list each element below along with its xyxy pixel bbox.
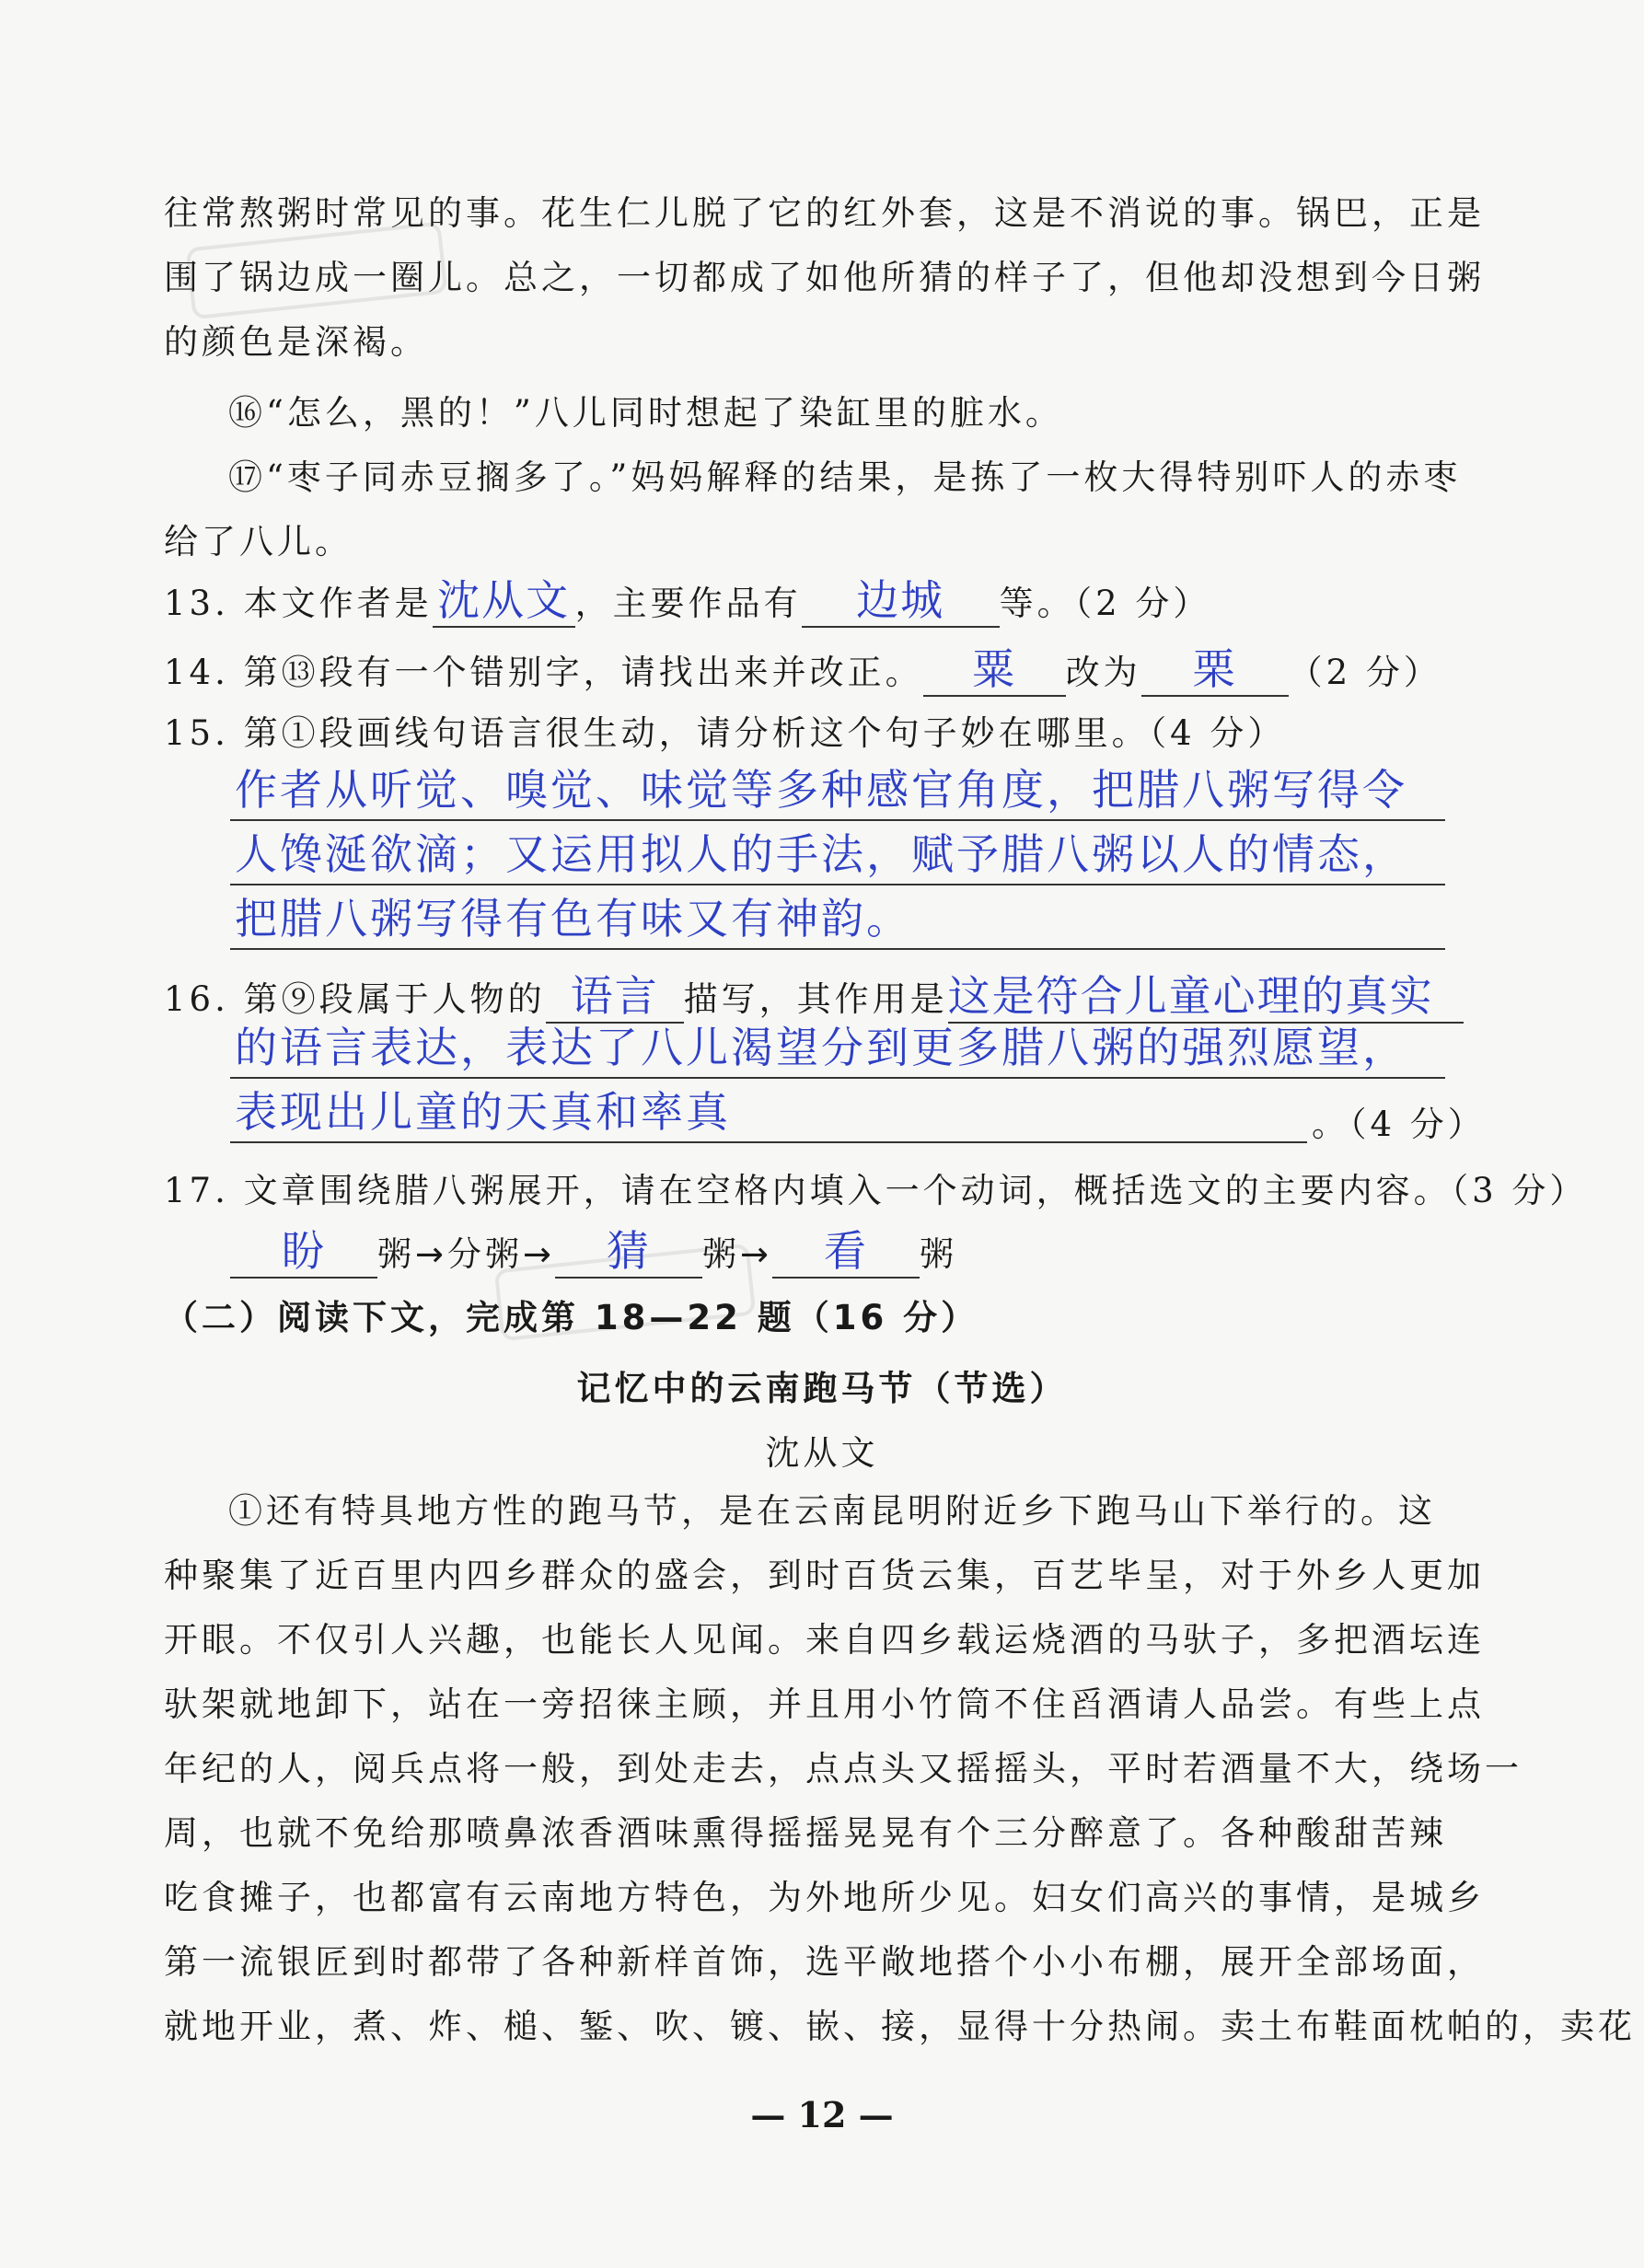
flow-text: 分粥 — [447, 1234, 524, 1274]
question-text: 文章围绕腊八粥展开，请在空格内填入一个动词，概括选文的主要内容。（3 分） — [243, 1171, 1588, 1210]
handwritten-answer: 猜 — [607, 1226, 652, 1276]
question-text: 第①段画线句语言很生动，请分析这个句子妙在哪里。（4 分） — [243, 713, 1286, 753]
question-text: 第⑨段属于人物的 — [243, 979, 546, 1019]
question-number: 16. — [164, 979, 229, 1019]
question-17-flow — [230, 1226, 958, 1279]
flow-text: 粥 — [702, 1234, 741, 1274]
answer-blank[interactable] — [230, 1226, 377, 1279]
article-author: 沈从文 — [765, 1433, 879, 1473]
answer-blank[interactable] — [555, 1226, 702, 1279]
answer-underline[interactable] — [230, 884, 1445, 885]
arrow-icon: → — [415, 1234, 448, 1274]
question-14 — [164, 644, 1441, 697]
article-line: 开眼。不仅引人兴趣，也能长人见闻。来自四乡载运烧酒的马驮子，多把酒坛连 — [164, 1620, 1485, 1660]
flow-text: 粥 — [377, 1234, 415, 1274]
article-line: ①还有特具地方性的跑马节，是在云南昆明附近乡下跑马山下举行的。这 — [228, 1491, 1436, 1531]
answer-blank[interactable] — [923, 644, 1066, 697]
article-line: 就地开业，煮、炸、槌、錾、吹、镀、嵌、接，显得十分热闹。卖土布鞋面枕帕的，卖花 — [164, 2007, 1636, 2046]
question-text: 改为 — [1065, 653, 1141, 692]
flow-text: 粥 — [920, 1234, 958, 1274]
article-line: 年纪的人，阅兵点将一般，到处走去，点点头又摇摇头，平时若酒量不大，绕场一 — [164, 1749, 1522, 1788]
handwritten-answer: 栗 — [1192, 644, 1237, 694]
article-line: 驮架就地卸下，站在一旁招徕主顾，并且用小竹筒不住舀酒请人品尝。有些上点 — [164, 1684, 1485, 1724]
article-line: 第一流银匠到时都带了各种新样首饰，选平敞地搭个小小布棚，展开全部场面， — [164, 1942, 1485, 1982]
article-line: 吃食摊子，也都富有云南地方特色，为外地所少见。妇女们高兴的事情，是城乡 — [164, 1878, 1485, 1917]
answer-underline[interactable] — [230, 1141, 1307, 1143]
handwritten-answer: 边城 — [856, 575, 945, 625]
question-15 — [164, 712, 1285, 756]
handwritten-answer: 盼 — [282, 1226, 326, 1276]
paragraph-16: ⑯“怎么，黑的！”八儿同时想起了染缸里的脏水。 — [228, 393, 1063, 433]
answer-blank[interactable] — [433, 575, 575, 628]
question-text: 描写，其作用是 — [683, 979, 948, 1019]
handwritten-answer-line: 表现出儿童的天真和率真 — [235, 1087, 731, 1137]
handwritten-answer: 沈从文 — [437, 575, 571, 625]
question-number: 13. — [164, 584, 229, 623]
question-16 — [164, 971, 1464, 1024]
answer-underline[interactable] — [230, 1077, 1445, 1079]
question-number: 17. — [164, 1171, 229, 1210]
page-number: — 12 — — [750, 2094, 894, 2135]
answer-blank[interactable] — [546, 971, 684, 1024]
question-text: 本文作者是 — [243, 584, 433, 623]
arrow-icon: → — [740, 1234, 773, 1274]
handwritten-answer-line: 作者从听觉、嗅觉、味觉等多种感官角度，把腊八粥写得令 — [235, 765, 1407, 815]
article-line: 种聚集了近百里内四乡群众的盛会，到时百货云集，百艺毕呈，对于外乡人更加 — [164, 1556, 1485, 1595]
handwritten-answer: 语言 — [570, 971, 659, 1021]
article-line: 周，也就不免给那喷鼻浓香酒味熏得摇摇晃晃有个三分醉意了。各种酸甜苦辣 — [164, 1813, 1447, 1853]
handwritten-answer: 粟 — [972, 644, 1017, 694]
question-17 — [164, 1169, 1587, 1213]
handwritten-answer: 这是符合儿童心理的真实 — [947, 971, 1434, 1021]
paragraph-line: 围了锅边成一圈儿。总之，一切都成了如他所猜的样子了，但他却没想到今日粥 — [164, 258, 1485, 297]
article-title: 记忆中的云南跑马节（节选） — [576, 1369, 1068, 1408]
answer-underline[interactable] — [230, 948, 1445, 950]
question-number: 15. — [164, 713, 229, 753]
handwritten-answer: 看 — [824, 1226, 869, 1276]
handwritten-answer-line: 的语言表达，表达了八儿渴望分到更多腊八粥的强烈愿望， — [235, 1023, 1407, 1072]
question-13 — [164, 575, 1211, 628]
handwritten-answer-line: 把腊八粥写得有色有味又有神韵。 — [235, 894, 911, 943]
handwritten-answer-line: 人馋涎欲滴；又运用拟人的手法，赋予腊八粥以人的情态， — [235, 829, 1407, 879]
paragraph-17: ⑰“枣子同赤豆搁多了。”妈妈解释的结果，是拣了一枚大得特别吓人的赤枣 — [228, 457, 1462, 497]
question-number: 14. — [164, 653, 229, 692]
arrow-icon: → — [523, 1234, 556, 1274]
answer-blank[interactable] — [1141, 644, 1289, 697]
answer-blank[interactable] — [947, 971, 1464, 1024]
paragraph-line: 往常熬粥时常见的事。花生仁儿脱了它的红外套，这是不消说的事。锅巴，正是 — [164, 193, 1485, 233]
question-text: 等。（2 分） — [999, 584, 1211, 623]
question-text: ，主要作品有 — [574, 584, 802, 623]
answer-blank[interactable] — [772, 1226, 920, 1279]
question-text: 第⑬段有一个错别字，请找出来并改正。 — [243, 653, 923, 692]
answer-blank[interactable] — [802, 575, 1000, 628]
paragraph-17-cont: 给了八儿。 — [164, 522, 353, 561]
question-score: 。（4 分） — [1312, 1105, 1486, 1144]
question-text: （2 分） — [1288, 653, 1441, 692]
answer-underline[interactable] — [230, 819, 1445, 821]
paragraph-line: 的颜色是深褐。 — [164, 322, 428, 362]
section-heading: （二）阅读下文，完成第 18—22 题（16 分） — [164, 1298, 979, 1337]
